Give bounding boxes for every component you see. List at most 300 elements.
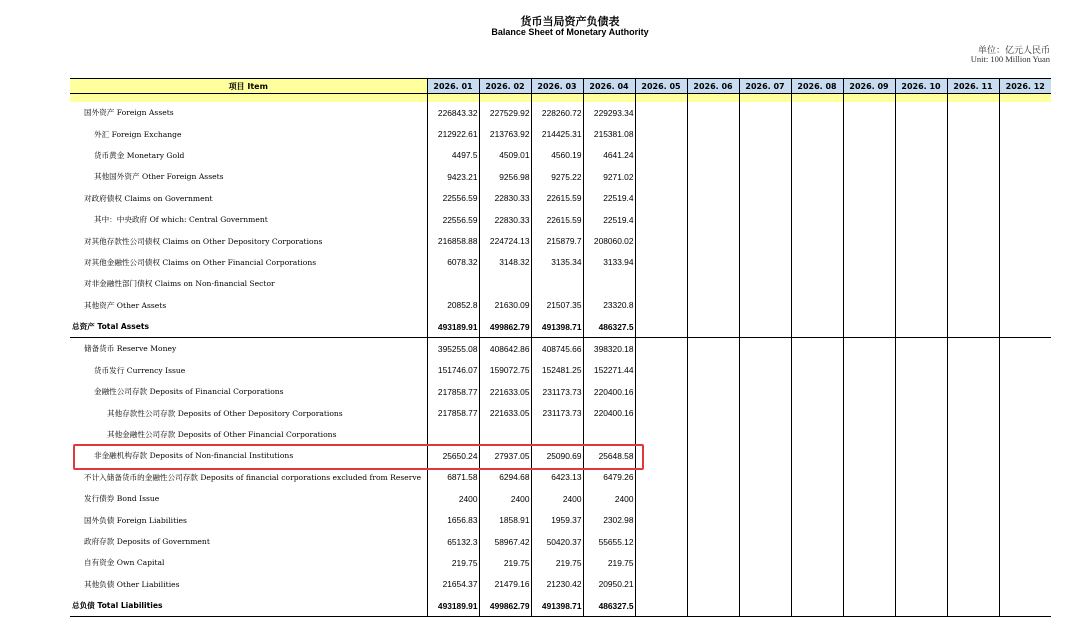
value-cell: 493189.91 [427,316,479,338]
value-cell [791,338,843,360]
value-cell: 3133.94 [583,252,635,273]
value-cell [999,360,1051,381]
value-cell [895,531,947,552]
value-cell: 21507.35 [531,295,583,316]
value-cell [531,273,583,294]
value-cell [739,360,791,381]
table-row [70,230,1051,251]
value-cell: 215381.08 [583,123,635,144]
value-cell [895,102,947,123]
value-cell [947,295,999,316]
table-row [70,381,1051,402]
value-cell [947,531,999,552]
value-cell [999,123,1051,144]
value-cell [999,402,1051,423]
value-cell [895,574,947,595]
value-cell [635,402,687,423]
value-cell: 1959.37 [531,509,583,530]
column-header-month: 2026. 11 [947,79,999,94]
value-cell [635,316,687,338]
value-cell: 208060.02 [583,230,635,251]
value-cell [895,402,947,423]
row-label: 非金融机构存款 Deposits of Non-financial Institutions [94,451,294,461]
value-cell [635,381,687,402]
value-cell [739,424,791,445]
value-cell [791,102,843,123]
column-header-month: 2026. 08 [791,79,843,94]
value-cell: 22830.33 [479,188,531,209]
value-cell: 219.75 [531,552,583,573]
value-cell: 212922.61 [427,123,479,144]
value-cell [687,102,739,123]
value-cell [791,145,843,166]
value-cell: 229293.34 [583,102,635,123]
value-cell [791,445,843,466]
value-cell [531,424,583,445]
value-cell: 221633.05 [479,402,531,423]
value-cell [791,467,843,488]
value-cell [947,209,999,230]
value-cell [635,338,687,360]
column-header-month: 2026. 05 [635,79,687,94]
value-cell [999,509,1051,530]
value-cell [999,552,1051,573]
value-cell: 219.75 [479,552,531,573]
value-cell [947,552,999,573]
value-cell: 1656.83 [427,509,479,530]
value-cell [999,209,1051,230]
table-row [70,424,1051,445]
value-cell: 2400 [427,488,479,509]
value-cell: 27937.05 [479,445,531,466]
value-cell: 151746.07 [427,360,479,381]
value-cell [687,209,739,230]
value-cell [635,595,687,617]
value-cell [635,509,687,530]
value-cell [791,273,843,294]
value-cell: 6871.58 [427,467,479,488]
value-cell [739,509,791,530]
value-cell: 2400 [583,488,635,509]
value-cell: 4509.01 [479,145,531,166]
value-cell [791,402,843,423]
table-row [70,123,1051,144]
value-cell [947,230,999,251]
value-cell [999,295,1051,316]
value-cell [635,295,687,316]
value-cell [739,230,791,251]
value-cell [791,252,843,273]
value-cell [635,252,687,273]
table-row [70,316,1051,338]
value-cell [791,552,843,573]
value-cell [635,188,687,209]
value-cell [687,488,739,509]
value-cell: 214425.31 [531,123,583,144]
value-cell: 21630.09 [479,295,531,316]
value-cell [895,552,947,573]
value-cell: 224724.13 [479,230,531,251]
value-cell [427,424,479,445]
value-cell: 65132.3 [427,531,479,552]
value-cell: 228260.72 [531,102,583,123]
value-cell [895,445,947,466]
value-cell [895,209,947,230]
value-cell: 20950.21 [583,574,635,595]
value-cell [999,145,1051,166]
column-header-month: 2026. 06 [687,79,739,94]
value-cell [895,145,947,166]
value-cell: 25090.69 [531,445,583,466]
value-cell: 1858.91 [479,509,531,530]
value-cell [635,360,687,381]
value-cell [791,230,843,251]
table-row [70,252,1051,273]
value-cell: 486327.5 [583,316,635,338]
table-row [70,531,1051,552]
value-cell: 159072.75 [479,360,531,381]
row-label: 外汇 Foreign Exchange [94,129,182,139]
value-cell [739,445,791,466]
table-row [70,445,1051,466]
row-label: 货币发行 Currency Issue [94,365,186,375]
value-cell [947,123,999,144]
value-cell [739,145,791,166]
unit-label-cn: 单位：亿元人民币 [977,46,1050,56]
row-label: 其他金融性公司存款 Deposits of Other Financial Corporations [107,430,337,440]
row-label: 自有资金 Own Capital [84,558,165,568]
value-cell [739,552,791,573]
value-cell [635,102,687,123]
value-cell [687,316,739,338]
value-cell [739,209,791,230]
value-cell [999,316,1051,338]
column-header-month: 2026. 02 [479,79,531,94]
value-cell [895,316,947,338]
value-cell [635,574,687,595]
value-cell [947,574,999,595]
value-cell [843,123,895,144]
unit-label-en: Unit: 100 Million Yuan [970,54,1050,64]
value-cell [999,381,1051,402]
value-cell [635,488,687,509]
value-cell [791,360,843,381]
value-cell: 25650.24 [427,445,479,466]
value-cell: 408642.86 [479,338,531,360]
value-cell: 22615.59 [531,209,583,230]
value-cell: 398320.18 [583,338,635,360]
value-cell [635,552,687,573]
value-cell [739,252,791,273]
value-cell [583,424,635,445]
value-cell [791,488,843,509]
value-cell: 9275.22 [531,166,583,187]
value-cell [843,145,895,166]
value-cell [739,102,791,123]
value-cell [947,467,999,488]
value-cell [791,295,843,316]
value-cell [999,424,1051,445]
value-cell [635,531,687,552]
value-cell: 219.75 [427,552,479,573]
value-cell [687,230,739,251]
value-cell [791,509,843,530]
value-cell [895,595,947,617]
value-cell: 58967.42 [479,531,531,552]
value-cell [843,467,895,488]
value-cell [687,188,739,209]
value-cell: 50420.37 [531,531,583,552]
value-cell: 21654.37 [427,574,479,595]
value-cell [843,188,895,209]
row-label: 其他负债 Other Liabilities [84,579,180,589]
value-cell: 9256.98 [479,166,531,187]
value-cell [739,531,791,552]
table-row [70,102,1051,123]
value-cell [687,252,739,273]
value-cell: 227529.92 [479,102,531,123]
value-cell [947,445,999,466]
value-cell [895,467,947,488]
value-cell [687,595,739,617]
row-label: 货币黄金 Monetary Gold [94,150,185,160]
value-cell [635,230,687,251]
row-label: 发行债券 Bond Issue [84,494,160,504]
value-cell [895,295,947,316]
value-cell [947,316,999,338]
value-cell [687,467,739,488]
value-cell [947,509,999,530]
row-label: 政府存款 Deposits of Government [84,537,210,546]
value-cell [739,123,791,144]
value-cell [999,531,1051,552]
value-cell [999,273,1051,294]
value-cell [895,509,947,530]
value-cell: 491398.71 [531,316,583,338]
value-cell [947,488,999,509]
value-cell [635,445,687,466]
row-label: 其他存款性公司存款 Deposits of Other Depository Corporations [107,408,343,418]
value-cell [687,273,739,294]
value-cell [843,209,895,230]
value-cell [895,188,947,209]
value-cell: 6294.68 [479,467,531,488]
value-cell: 3135.34 [531,252,583,273]
value-cell [583,273,635,294]
value-cell [635,424,687,445]
row-label: 金融性公司存款 Deposits of Financial Corporations [94,387,284,397]
table-row [70,273,1051,294]
column-header-month: 2026. 04 [583,79,635,94]
value-cell [999,252,1051,273]
value-cell [635,273,687,294]
table-row [70,467,1051,488]
value-cell: 4641.24 [583,145,635,166]
value-cell [895,360,947,381]
value-cell [843,381,895,402]
value-cell: 2400 [479,488,531,509]
value-cell [999,166,1051,187]
value-cell [947,102,999,123]
value-cell [843,102,895,123]
row-label: 总负债 Total Liabilities [70,595,427,617]
value-cell: 4497.5 [427,145,479,166]
value-cell [843,295,895,316]
value-cell [843,316,895,338]
row-label: 对其他存款性公司债权 Claims on Other Depository Corporations [84,236,323,246]
row-label: 其他资产 Other Assets [84,300,167,310]
table-row [70,552,1051,573]
value-cell [791,209,843,230]
value-cell: 22519.4 [583,188,635,209]
value-cell [843,595,895,617]
value-cell: 4560.19 [531,145,583,166]
value-cell [999,488,1051,509]
value-cell [843,488,895,509]
value-cell: 2400 [531,488,583,509]
value-cell [947,424,999,445]
value-cell [687,531,739,552]
value-cell [999,338,1051,360]
table-row [70,488,1051,509]
value-cell: 6423.13 [531,467,583,488]
value-cell [895,488,947,509]
value-cell: 25648.58 [583,445,635,466]
value-cell [739,574,791,595]
value-cell: 226843.32 [427,102,479,123]
column-header-month: 2026. 03 [531,79,583,94]
value-cell [687,145,739,166]
value-cell [843,574,895,595]
value-cell [999,188,1051,209]
value-cell: 6479.26 [583,467,635,488]
value-cell [843,424,895,445]
value-cell [687,166,739,187]
balance-sheet-table [70,78,1051,617]
column-header-month: 2026. 01 [427,79,479,94]
value-cell: 55655.12 [583,531,635,552]
value-cell [739,488,791,509]
row-label: 储备货币 Reserve Money [84,344,177,354]
value-cell: 216858.88 [427,230,479,251]
value-cell [739,316,791,338]
value-cell [947,273,999,294]
value-cell: 499862.79 [479,316,531,338]
value-cell [739,467,791,488]
table-row [70,338,1051,360]
value-cell [479,424,531,445]
value-cell [895,273,947,294]
value-cell [791,188,843,209]
value-cell: 20852.8 [427,295,479,316]
value-cell [843,552,895,573]
value-cell: 493189.91 [427,595,479,617]
value-cell [739,381,791,402]
value-cell [895,230,947,251]
value-cell: 408745.66 [531,338,583,360]
value-cell [739,273,791,294]
value-cell [843,338,895,360]
table-row [70,595,1051,617]
table-row [70,574,1051,595]
table-row [70,145,1051,166]
value-cell: 9423.21 [427,166,479,187]
value-cell [843,230,895,251]
value-cell [739,166,791,187]
value-cell: 22556.59 [427,209,479,230]
value-cell [635,166,687,187]
value-cell [999,445,1051,466]
row-label: 其中：中央政府 Of which: Central Government [94,215,268,225]
value-cell [947,381,999,402]
value-cell [999,230,1051,251]
value-cell [739,595,791,617]
value-cell [947,252,999,273]
value-cell: 217858.77 [427,381,479,402]
value-cell [895,123,947,144]
value-cell: 231173.73 [531,381,583,402]
value-cell [999,102,1051,123]
value-cell [999,467,1051,488]
value-cell [895,166,947,187]
table-row [70,166,1051,187]
value-cell: 491398.71 [531,595,583,617]
value-cell [479,273,531,294]
value-cell [947,145,999,166]
row-label: 国外负债 Foreign Liabilities [84,515,187,525]
value-cell [895,424,947,445]
value-cell: 220400.16 [583,381,635,402]
value-cell [843,360,895,381]
row-label: 对非金融性部门债权 Claims on Non-financial Sector [84,279,275,289]
value-cell [791,381,843,402]
value-cell [635,145,687,166]
value-cell [791,595,843,617]
value-cell: 213763.92 [479,123,531,144]
value-cell: 499862.79 [479,595,531,617]
value-cell [687,574,739,595]
value-cell: 22556.59 [427,188,479,209]
value-cell [739,402,791,423]
value-cell [947,338,999,360]
value-cell: 219.75 [583,552,635,573]
value-cell: 486327.5 [583,595,635,617]
table-row [70,209,1051,230]
value-cell [947,166,999,187]
column-header-month: 2026. 12 [999,79,1051,94]
table-row [70,295,1051,316]
value-cell [635,123,687,144]
value-cell: 395255.08 [427,338,479,360]
page-title-cn: 货币当局资产负债表 [520,15,620,28]
value-cell [687,552,739,573]
value-cell: 21479.16 [479,574,531,595]
value-cell [843,509,895,530]
value-cell [895,338,947,360]
value-cell [635,467,687,488]
value-cell [739,295,791,316]
value-cell: 21230.42 [531,574,583,595]
value-cell [791,574,843,595]
row-label: 对其他金融性公司债权 Claims on Other Financial Corporations [84,257,317,267]
value-cell: 23320.8 [583,295,635,316]
value-cell: 2302.98 [583,509,635,530]
value-cell: 3148.32 [479,252,531,273]
table-row [70,402,1051,423]
value-cell [843,445,895,466]
value-cell [687,295,739,316]
table-row [70,360,1051,381]
